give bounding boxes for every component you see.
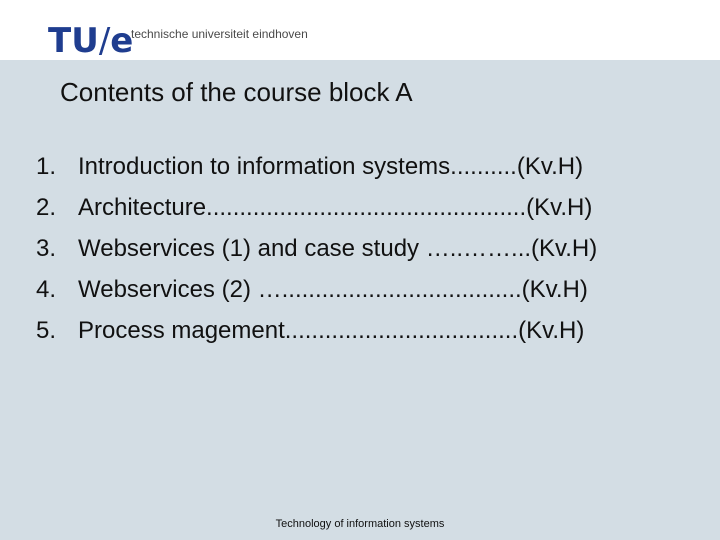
list-item-text: Architecture................................................(Kv.H)	[78, 193, 593, 221]
logo-mark	[48, 21, 134, 61]
logo-slash: /	[98, 21, 111, 61]
list-item	[36, 146, 597, 187]
list-item	[36, 269, 597, 310]
slide-footer: Technology of information systems	[275, 518, 445, 530]
logo-tu: TU	[48, 21, 99, 61]
list-item	[36, 310, 597, 351]
list-item-text: Webservices (1) and case study …..……...(Kv.H)	[78, 234, 598, 262]
logo-e: e	[110, 21, 134, 61]
list-item-number: 2.	[36, 193, 57, 221]
list-item-number: 1.	[36, 152, 57, 180]
list-item	[36, 187, 597, 228]
list-item-number: 4.	[36, 275, 57, 303]
list-item-number: 3.	[36, 234, 57, 262]
list-item	[36, 228, 597, 269]
list-item-text: Webservices (2) …....................................(Kv.H)	[78, 275, 588, 303]
list-item-number: 5.	[36, 316, 57, 344]
logo-text: technische universiteit eindhoven	[131, 27, 308, 41]
tue-logo	[48, 21, 308, 61]
agenda-list	[36, 146, 597, 351]
slide-title: Contents of the course block A	[60, 77, 413, 107]
list-item-text: Process magement...................................(Kv.H)	[78, 316, 585, 344]
list-item-text: Introduction to information systems..........(Kv.H)	[78, 152, 584, 180]
